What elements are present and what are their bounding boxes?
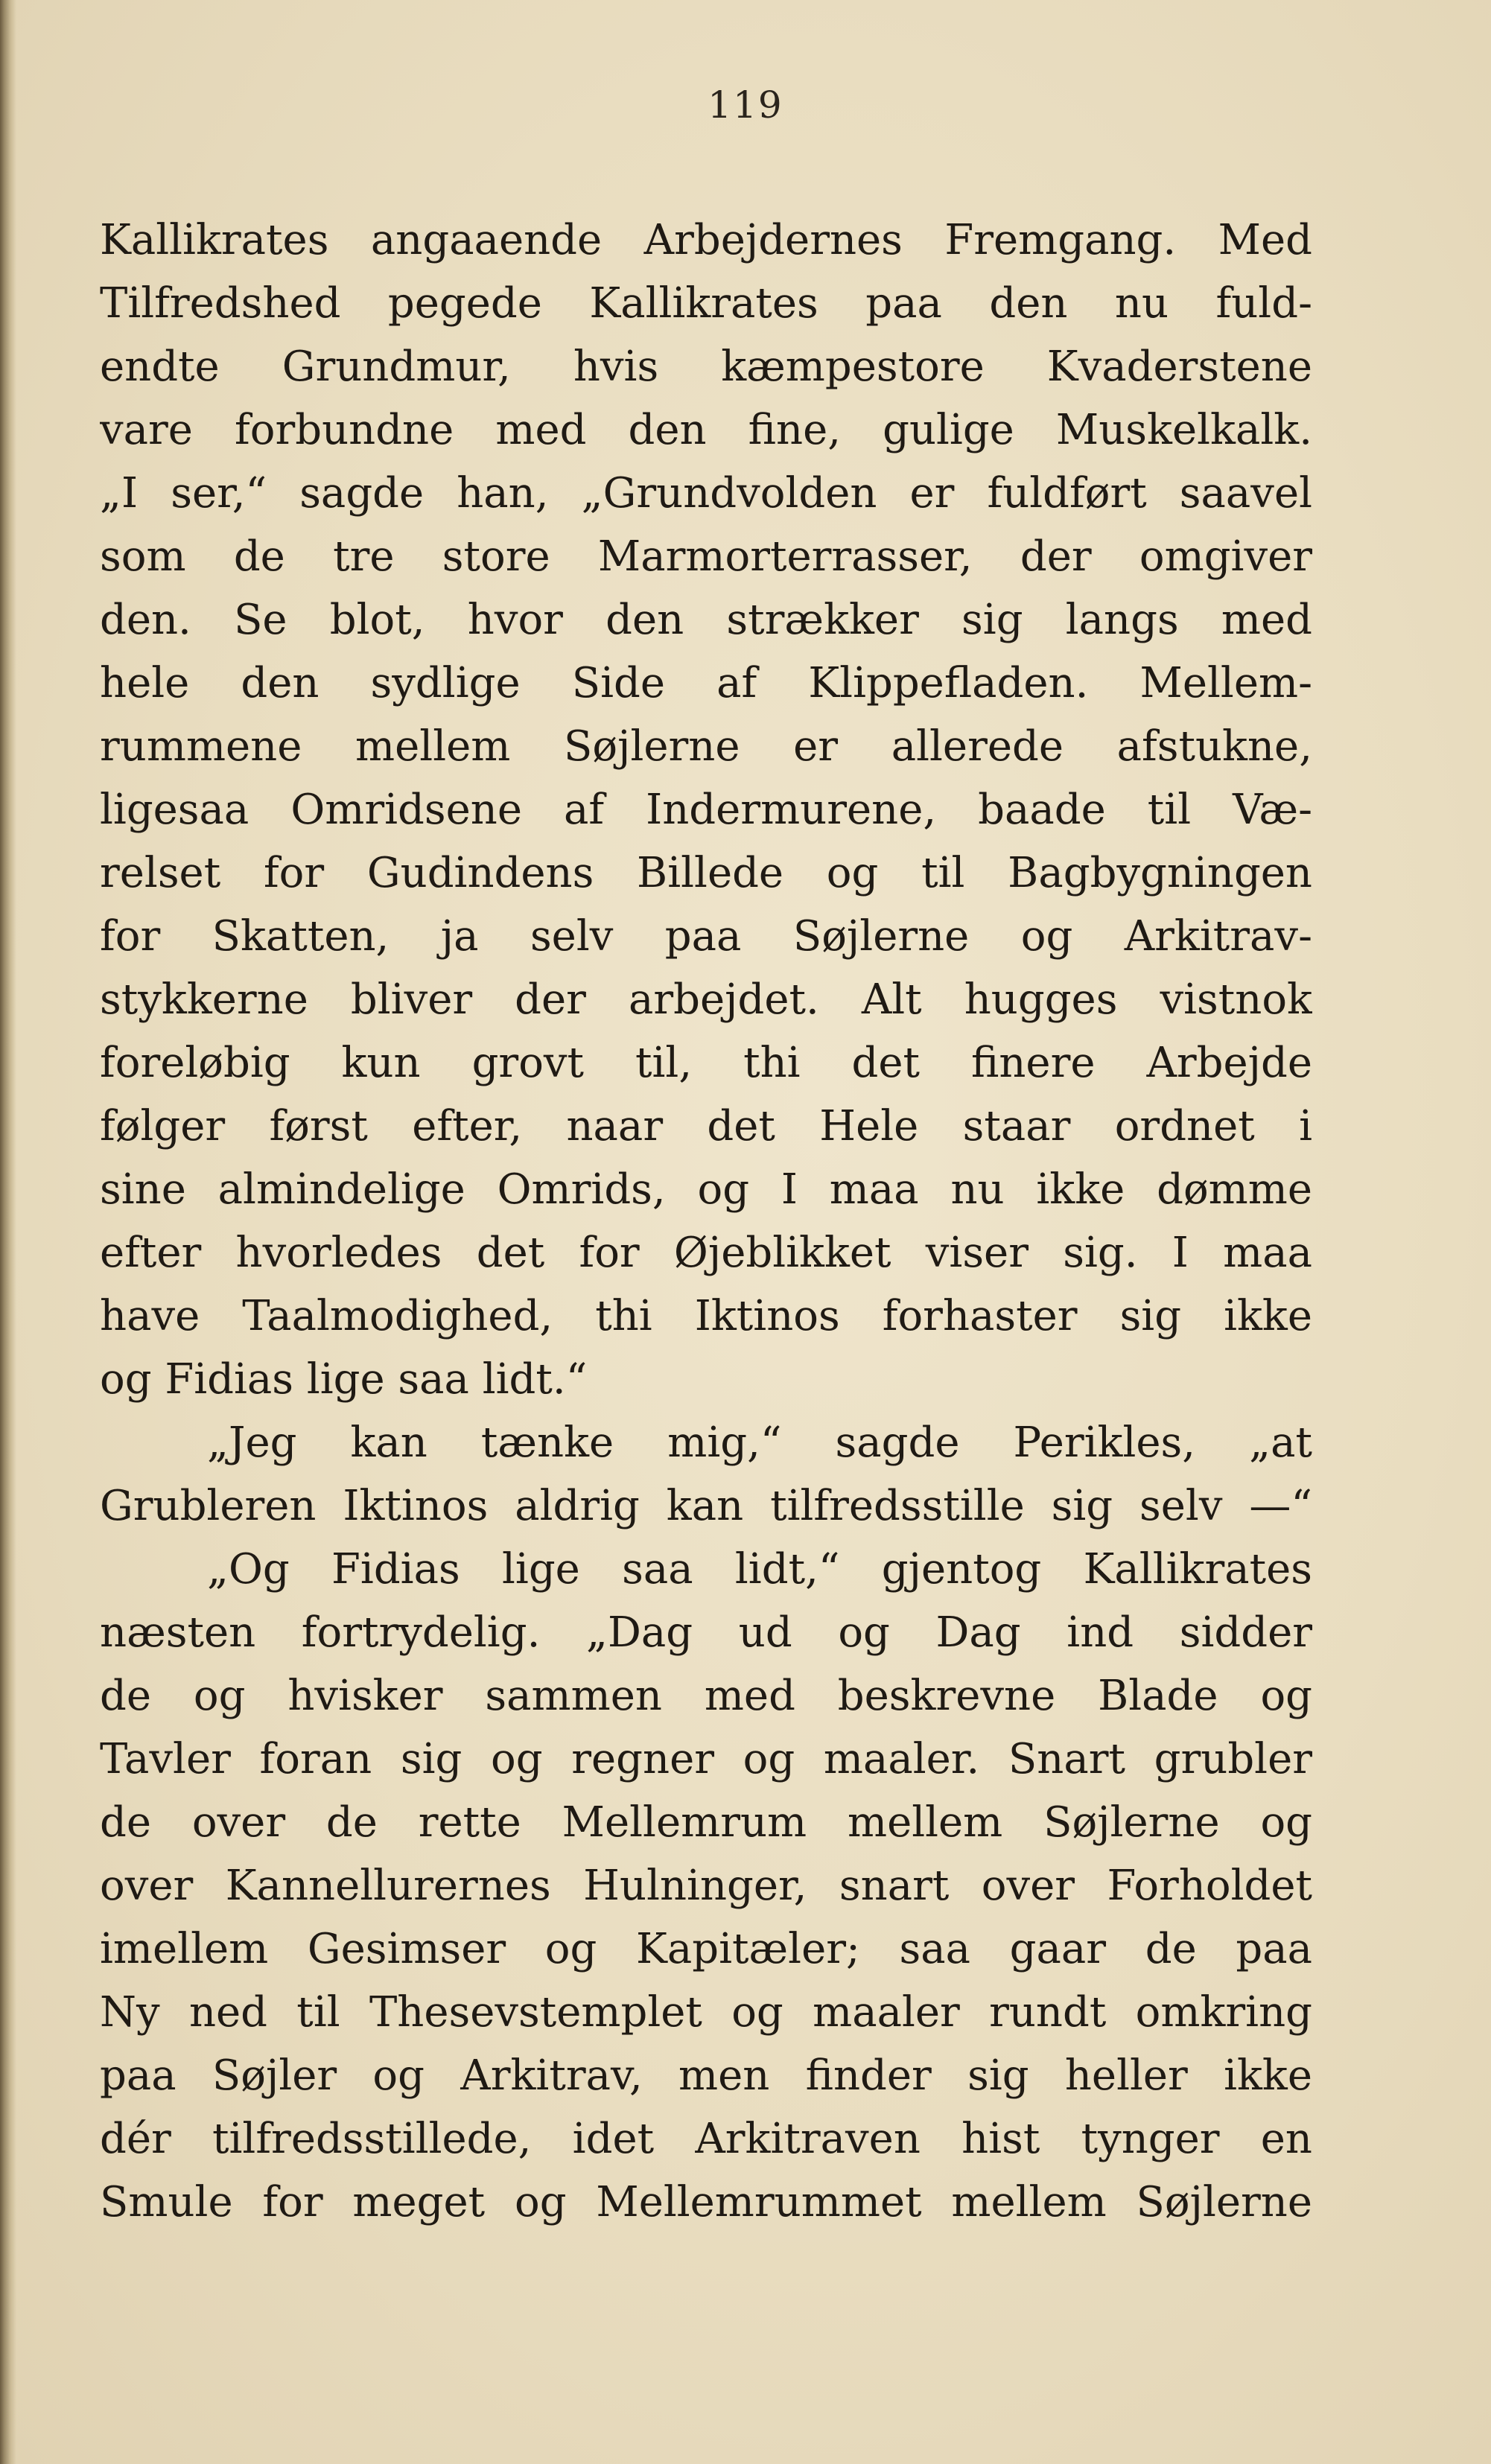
text-line: endte Grundmur, hvis kæmpestore Kvaderstene — [100, 343, 1312, 391]
text-line: og Fidias lige saa lidt.“ — [100, 1355, 588, 1404]
text-line: efter hvorledes det for Øjeblikket viser sig. I maa — [100, 1229, 1312, 1277]
text-line: hele den sydlige Side af Klippefladen. Mellem- — [100, 659, 1312, 707]
text-line: Ny ned til Thesevstemplet og maaler rundt omkring — [100, 1988, 1312, 2037]
text-line: „I ser,“ sagde han, „Grundvolden er fuldført saavel — [100, 469, 1312, 518]
text-line: „Jeg kan tænke mig,“ sagde Perikles, „at — [207, 1419, 1312, 1467]
text-line: den. Se blot, hvor den strækker sig langs med — [100, 596, 1312, 644]
text-line: stykkerne bliver der arbejdet. Alt hugges vistnok — [100, 975, 1312, 1024]
text-line: Grubleren Iktinos aldrig kan tilfredsstille sig selv —“ — [100, 1482, 1312, 1530]
page-binding-edge — [0, 0, 16, 2464]
text-line: næsten fortrydelig. „Dag ud og Dag ind sidder — [100, 1608, 1312, 1657]
text-line: „Og Fidias lige saa lidt,“ gjentog Kallikrates — [207, 1545, 1312, 1594]
text-line: ligesaa Omridsene af Indermurene, baade til Væ- — [100, 786, 1312, 834]
text-line: Kallikrates angaaende Arbejdernes Fremgang. Med — [100, 216, 1312, 264]
body-text — [100, 208, 1312, 2234]
text-line: Smule for meget og Mellemrummet mellem Søjlerne — [100, 2178, 1312, 2226]
text-line: dér tilfredsstillede, idet Arkitraven hist tynger en — [100, 2115, 1312, 2163]
text-line: over Kannellurernes Hulninger, snart over Forholdet — [100, 1862, 1312, 1910]
text-line: rummene mellem Søjlerne er allerede afstukne, — [100, 722, 1312, 771]
text-line: for Skatten, ja selv paa Søjlerne og Arkitrav- — [100, 912, 1312, 961]
text-line: som de tre store Marmorterrasser, der omgiver — [100, 532, 1312, 581]
text-line: have Taalmodighed, thi Iktinos forhaster sig ikke — [100, 1292, 1312, 1340]
text-line: imellem Gesimser og Kapitæler; saa gaar de paa — [100, 1925, 1312, 1973]
text-line: sine almindelige Omrids, og I maa nu ikke dømme — [100, 1165, 1312, 1214]
text-line: vare forbundne med den fine, gulige Muskelkalk. — [100, 406, 1312, 454]
text-line: Tilfredshed pegede Kallikrates paa den nu fuld- — [100, 279, 1312, 328]
text-line: relset for Gudindens Billede og til Bagbygningen — [100, 849, 1312, 897]
text-line: Tavler foran sig og regner og maaler. Snart grubler — [100, 1735, 1312, 1783]
text-line: paa Søjler og Arkitrav, men finder sig heller ikke — [100, 2051, 1312, 2100]
text-line: de over de rette Mellemrum mellem Søjlerne og — [100, 1798, 1312, 1847]
text-line: de og hvisker sammen med beskrevne Blade og — [100, 1672, 1312, 1720]
text-line: foreløbig kun grovt til, thi det finere Arbejde — [100, 1039, 1312, 1087]
text-line: følger først efter, naar det Hele staar ordnet i — [100, 1102, 1312, 1150]
page-number: 119 — [708, 83, 783, 127]
